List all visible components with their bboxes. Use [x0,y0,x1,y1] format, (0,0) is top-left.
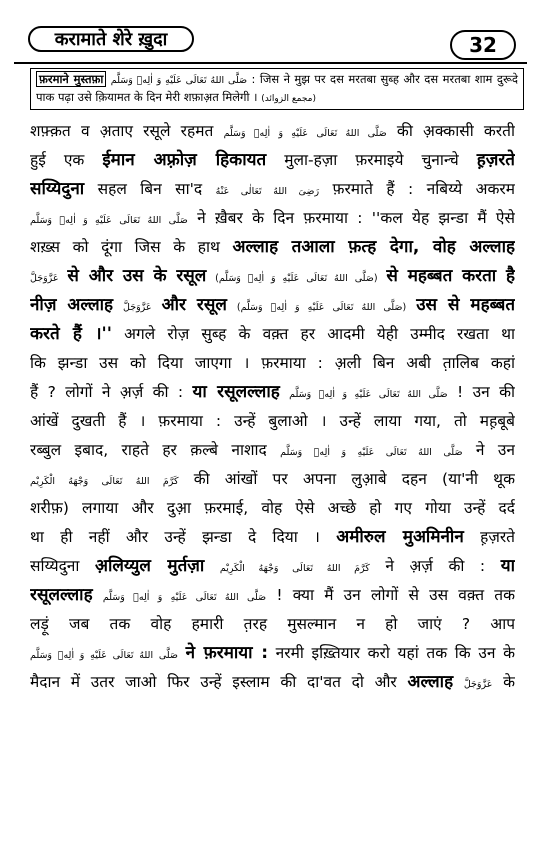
text-span: नरमी इख़्तियार करो यहां तक कि उन के [275,644,515,662]
arabic-honorific: (صَلَّى اللهُ تَعَالَى عَلَيْهِ وَ اٰلِهٖ وَسَلَّم) [215,273,378,284]
bold-phrase: और रसूल [161,295,227,315]
text-span: के [503,673,515,691]
text-line [30,204,515,233]
text-line [30,349,515,378]
text-line [30,436,515,465]
text-line [30,262,515,291]
text-span: कि झन्डा उस को दिया जाएगा । फ़रमाया : [30,354,323,372]
arabic-honorific: عَزَّوَجَلَّ [123,302,152,313]
text-span: था ही नहीं और उन्हें झन्डा दे दिया । [30,528,320,546]
text-span: अ़ली बिन अबी त़ालिब कहां [334,354,515,372]
text-line [30,175,515,204]
book-title: करामाते शेरे ख़ुदा [28,26,194,52]
text-line [30,523,515,552]
text-span: हुई एक [30,151,85,169]
page-header [0,0,539,60]
text-line [30,552,515,581]
text-span: ! उन की [456,383,515,401]
text-span: हैं ? लोगों ने अ़र्ज़ की : [30,383,184,401]
arabic-honorific: عَزَّوَجَلَّ [30,273,59,284]
text-line [30,320,515,349]
text-span: ने अ़र्ज़ की : [385,557,486,575]
text-span: ने ख़ैबर के दिन फ़रमाया : [197,209,363,227]
text-span: ह़ज़रते [480,528,515,546]
text-line [30,465,515,494]
bold-phrase: से और उस के रसूल [67,266,207,286]
text-span: ''कल येह झन्डा मैं ऐसे [371,209,515,227]
text-span: ने उन [475,441,515,459]
bold-phrase: या [500,556,515,576]
text-line [30,117,515,146]
salawat-text: صَلَّى اللهُ تَعَالَى عَلَيْهِ وَ اٰلِهٖ وَسَلَّم [110,75,248,86]
bold-phrase: सय्यिदुना [30,179,85,199]
text-line [30,581,515,610]
bold-phrase: करते हैं ।'' [30,324,112,344]
note-label: फ़रमाने मुस्तफ़ा [36,71,106,87]
note-text-1: : जिस ने मुझ पर दस मरतबा सुब्ह और दस मरतबा [251,72,471,86]
bold-phrase: या रसूलल्लाह [192,382,280,402]
bold-phrase: अल्लाह [407,672,454,692]
body-text [30,117,515,697]
arabic-honorific: صَلَّى اللهُ تَعَالَى عَلَيْهِ وَ اٰلِهٖ وَسَلَّم [30,215,188,226]
text-span: फ़रमाते हैं : [332,180,414,198]
text-line [30,291,515,320]
arabic-honorific: صَلَّى اللهُ تَعَالَى عَلَيْهِ وَ اٰلِهٖ وَسَلَّم [289,389,448,400]
bold-phrase: अ़लिय्युल मुर्तज़ा [95,556,205,576]
page-number: 32 [450,30,516,60]
text-span: मैदान में उतर जाओ फिर उन्हें इस्लाम की दा'वत दो और [30,673,397,691]
text-span: की अ़क्कासी करती [396,122,515,140]
arabic-honorific: صَلَّى اللهُ تَعَالَى عَلَيْهِ وَ اٰلِهٖ وَسَلَّم [30,650,178,661]
text-span: सहल बिन सा'द [97,180,203,198]
note-source: (مجمع الزوائد) [261,94,316,104]
text-span: लड़ूं जब तक वोह हमारी त़रह मुसल्मान न हो जाएं ? आप [30,615,515,633]
bold-phrase: ने फ़रमाया : [185,643,268,663]
bold-phrase: से महब्बत करता है [386,266,515,286]
text-line [30,233,515,262]
header-divider [14,62,527,64]
arabic-honorific: رَضِیَ اللهُ تَعَالٰی عَنْهُ [215,186,320,197]
text-span: नबिय्ये अकरम [426,180,515,198]
text-line [30,378,515,407]
arabic-honorific: عَزَّوَجَلَّ [463,679,493,690]
arabic-honorific: كَرَّمَ اللهُ تَعَالَى وَجْهَهُ الْكَرِيْم [219,563,370,574]
text-span: शरीफ़) लगाया और दुआ़ फ़रमाई, वोह ऐसे अच्छे हो गए गोया उन्हें दर्द [30,499,515,517]
bold-phrase: रसूलल्लाह [30,585,93,605]
text-span: ! क्या मैं उन लोगों से उस वक़्त तक [276,586,515,604]
bold-phrase: अल्लाह तआला फ़त्ह देगा, वोह अल्लाह [232,237,515,257]
text-line [30,407,515,436]
text-line [30,494,515,523]
bold-phrase: नीज़ अल्लाह [30,295,114,315]
bold-phrase: अमीरुल मुअमिनीन [336,527,464,547]
text-line [30,639,515,668]
hadith-note-box [30,68,524,110]
bold-phrase: ह़ज़रते [476,150,515,170]
text-span: शफ़्क़त व अ़ताए रसूले रहमत [30,122,214,140]
arabic-honorific: صَلَّى اللهُ تَعَالَى عَلَيْهِ وَ اٰلِهٖ وَسَلَّم [223,128,387,139]
text-span: की आंखों पर अपना लुआ़बे दहन (या'नी थूक [193,470,515,488]
text-span: अगले रोज़ सुब्ह के वक़्त हर आदमी येही उम्मीद रखता था [124,325,515,343]
text-line [30,668,515,697]
text-span: मुला-हज़ा फ़रमाइये चुनान्चे [284,151,459,169]
text-span: शख़्स को दूंगा जिस के हाथ [30,238,220,256]
arabic-honorific: صَلَّى اللهُ تَعَالَى عَلَيْهِ وَ اٰلِهٖ وَسَلَّم [280,447,463,458]
text-span: आंखें दुखती हैं । फ़रमाया : उन्हें बुलाओ । उन्हें लाया गया, तो मह़बूबे [30,412,515,430]
bold-phrase: उस से महब्बत [416,295,515,315]
text-span: सय्यिदुना [30,557,80,575]
arabic-honorific: (صَلَّى اللهُ تَعَالَى عَلَيْهِ وَ اٰلِهٖ وَسَلَّم) [236,302,407,313]
text-span: रब्बुल इबाद, राहते हर क़ल्बे नाशाद [30,441,267,459]
text-line [30,146,515,175]
note-text-2: शाम दुरूदे पाक पढ़ा उसे क़ियामत के दिन मेरी शफ़ाअ़त मिलेगी । [36,72,519,104]
arabic-honorific: كَرَّمَ اللهُ تَعَالَى وَجْهَهُ الْكَرِيْم [30,476,179,487]
text-line [30,610,515,639]
arabic-honorific: صَلَّى اللهُ تَعَالَى عَلَيْهِ وَ اٰلِهٖ وَسَلَّم [102,592,267,603]
bold-phrase: ईमान अफ़्रोज़ हिकायत [102,150,267,170]
